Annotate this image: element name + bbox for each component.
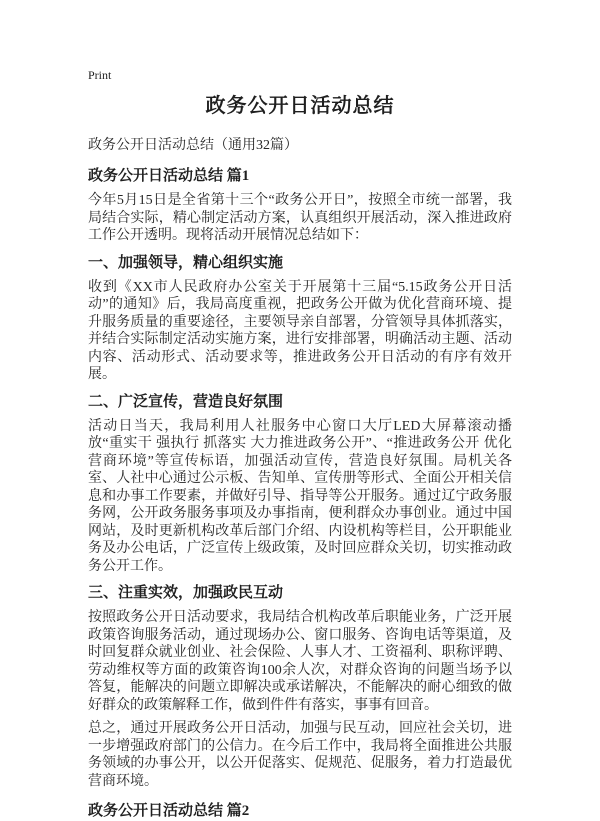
section-3-paragraph-2: 总之，通过开展政务公开日活动，加强与民互动，回应社会关切，进一步增强政府部门的公信力。在今后工作中，我局将全面推进公共服务领域的办事公开，以公开促落实、促规范、促服务，着力打造最优营商环境。 <box>88 721 512 789</box>
section-1-paragraph: 收到《XX市人民政府办公室关于开展第十三届“5.15政务公开日活动”的通知》后，我局高度重视，把政务公开做为优化营商环境、提升服务质量的重要途径，主要领导亲自部署，分管领导具体抓落实，并结合实际制定活动实施方案，进行安排部署，明确活动主题、活动内容、活动形式、活动要求等，推进政务公开日活动的有序有效开展。 <box>88 279 512 382</box>
doc-subtitle: 政务公开日活动总结（通用32篇） <box>88 138 298 153</box>
section-1-heading: 一、加强领导，精心组织实施 <box>88 254 284 271</box>
section-2-paragraph: 活动日当天，我局利用人社服务中心窗口大厅LED大屏幕滚动播放“重实干 强执行 抓落实 大力推进政务公开”、“推进政务公开 优化营商环境”等宣传标语，加强活动宣传，营造良好氛围。局机关各室、人社中心通过公示板、告知单、宣传册等形式、全面公开相关信息和办事工作要素，并做好引导、指导等公开服务。通过辽宁政务服务网，公开政务服务事项及办事指南，便利群众办事创业。通过中国网站，及时更新机构改革后部门介绍、内设机构等栏目，公开职能业务及办公电话，广泛宣传上级政策，及时回应群众关切，切实推动政务公开工作。 <box>88 418 512 574</box>
section-2-heading: 二、广泛宣传，营造良好氛围 <box>88 393 284 410</box>
entry-1-heading: 政务公开日活动总结 篇1 <box>88 168 250 184</box>
page-title: 政务公开日活动总结 <box>205 95 395 117</box>
intro-paragraph: 今年5月15日是全省第十三个“政务公开日”，按照全市统一部署，我局结合实际，精心制定活动方案，认真组织开展活动，深入推进政府工作公开透明。现将活动开展情况总结如下： <box>88 193 512 243</box>
entry-2-heading: 政务公开日活动总结 篇2 <box>88 803 250 819</box>
print-link[interactable]: Print <box>88 68 112 82</box>
section-3-heading: 三、注重实效，加强政民互动 <box>88 585 284 601</box>
section-3-paragraph-1: 按照政务公开日活动要求，我局结合机构改革后职能业务，广泛开展政策咨询服务活动，通过现场办公、窗口服务、咨询电话等渠道，及时回复群众就业创业、社会保险、人事人才、工资福利、职称评聘、劳动维权等方面的政策咨询100余人次，对群众咨询的问题当场予以答复，能解决的问题立即解决或承诺解决，不能解决的耐心细致的做好群众的政策解释工作，做到件件有落实，事事有回音。 <box>88 610 512 713</box>
